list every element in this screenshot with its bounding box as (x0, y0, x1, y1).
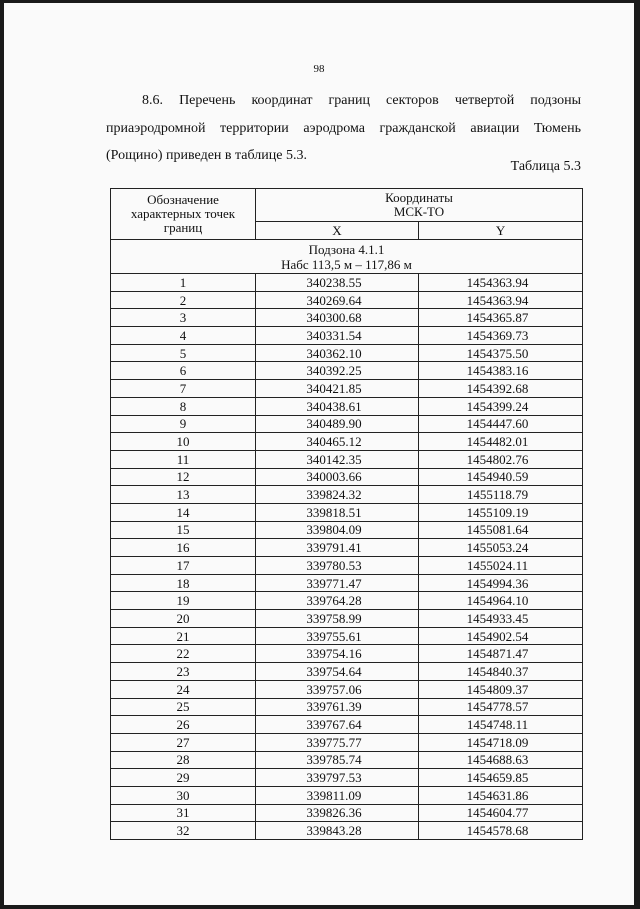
x-coordinate-cell: 339826.36 (256, 804, 419, 822)
point-number-cell: 29 (111, 769, 256, 787)
point-number-cell: 11 (111, 450, 256, 468)
x-coordinate-cell: 339843.28 (256, 822, 419, 840)
x-coordinate-cell: 339785.74 (256, 751, 419, 769)
table-row (111, 521, 583, 539)
coordinates-table (110, 188, 583, 840)
y-coordinate-cell: 1454718.09 (419, 733, 583, 751)
document-page (4, 3, 634, 905)
x-coordinate-cell: 339755.61 (256, 627, 419, 645)
y-coordinate-cell: 1454375.50 (419, 344, 583, 362)
table-row (111, 433, 583, 451)
x-coordinate-cell: 339811.09 (256, 786, 419, 804)
x-coordinate-cell: 339758.99 (256, 610, 419, 628)
point-number-cell: 7 (111, 380, 256, 398)
x-coordinate-cell: 340392.25 (256, 362, 419, 380)
point-number-cell: 27 (111, 733, 256, 751)
table-row (111, 397, 583, 415)
x-coordinate-cell: 339761.39 (256, 698, 419, 716)
y-coordinate-cell: 1454933.45 (419, 610, 583, 628)
y-coordinate-cell: 1454447.60 (419, 415, 583, 433)
point-number-cell: 22 (111, 645, 256, 663)
header-coordinates-title: Координаты (385, 190, 453, 205)
subzone-name: Подзона 4.1.1 (308, 241, 385, 257)
x-coordinate-cell: 340331.54 (256, 327, 419, 345)
y-coordinate-cell: 1454392.68 (419, 380, 583, 398)
table-row (111, 786, 583, 804)
y-coordinate-cell: 1454578.68 (419, 822, 583, 840)
y-coordinate-cell: 1454604.77 (419, 804, 583, 822)
header-point-label (111, 189, 256, 240)
intro-paragraph: 8.6. Перечень координат границ секторов четвертой подзоны приаэродромной территории аэродрома гражданской авиации Тюмень (Рощино) приведен в таблице 5.3. (106, 93, 581, 163)
x-coordinate-cell: 339791.41 (256, 539, 419, 557)
point-number-cell: 23 (111, 663, 256, 681)
table-row (111, 468, 583, 486)
point-number-cell: 26 (111, 716, 256, 734)
y-coordinate-cell: 1454964.10 (419, 592, 583, 610)
x-coordinate-cell: 340421.85 (256, 380, 419, 398)
y-coordinate-cell: 1455109.19 (419, 503, 583, 521)
table-row (111, 415, 583, 433)
x-coordinate-cell: 340465.12 (256, 433, 419, 451)
x-coordinate-cell: 340238.55 (256, 274, 419, 292)
table-caption: Таблица 5.3 (510, 159, 581, 174)
table-row (111, 663, 583, 681)
table-row (111, 486, 583, 504)
table-row (111, 327, 583, 345)
y-coordinate-cell: 1454748.11 (419, 716, 583, 734)
point-number-cell: 21 (111, 627, 256, 645)
y-coordinate-cell: 1454902.54 (419, 627, 583, 645)
table-row (111, 380, 583, 398)
table-row (111, 539, 583, 557)
y-coordinate-cell: 1455024.11 (419, 557, 583, 575)
x-coordinate-cell: 339824.32 (256, 486, 419, 504)
y-coordinate-cell: 1454778.57 (419, 698, 583, 716)
point-number-cell: 10 (111, 433, 256, 451)
x-coordinate-cell: 339754.64 (256, 663, 419, 681)
point-number-cell: 32 (111, 822, 256, 840)
y-coordinate-cell: 1454994.36 (419, 574, 583, 592)
point-number-cell: 18 (111, 574, 256, 592)
header-point-text: Обозначение характерных точек границ (130, 192, 236, 235)
header-x: X (256, 222, 419, 240)
table-row (111, 309, 583, 327)
x-coordinate-cell: 339767.64 (256, 716, 419, 734)
y-coordinate-cell: 1455053.24 (419, 539, 583, 557)
x-coordinate-cell: 340362.10 (256, 344, 419, 362)
y-coordinate-cell: 1454688.63 (419, 751, 583, 769)
point-number-cell: 31 (111, 804, 256, 822)
y-coordinate-cell: 1454940.59 (419, 468, 583, 486)
y-coordinate-cell: 1454802.76 (419, 450, 583, 468)
subzone-height: Набс 113,5 м – 117,86 м (281, 256, 412, 272)
y-coordinate-cell: 1454399.24 (419, 397, 583, 415)
point-number-cell: 12 (111, 468, 256, 486)
y-coordinate-cell: 1454365.87 (419, 309, 583, 327)
x-coordinate-cell: 339775.77 (256, 733, 419, 751)
point-number-cell: 6 (111, 362, 256, 380)
x-coordinate-cell: 339804.09 (256, 521, 419, 539)
x-coordinate-cell: 339771.47 (256, 574, 419, 592)
header-coordinate-system: МСК-ТО (393, 204, 445, 219)
table-row (111, 450, 583, 468)
table-row (111, 610, 583, 628)
y-coordinate-cell: 1454369.73 (419, 327, 583, 345)
y-coordinate-cell: 1454482.01 (419, 433, 583, 451)
y-coordinate-cell: 1454631.86 (419, 786, 583, 804)
table-row (111, 627, 583, 645)
x-coordinate-cell: 339818.51 (256, 503, 419, 521)
table-row (111, 751, 583, 769)
y-coordinate-cell: 1455118.79 (419, 486, 583, 504)
table-row (111, 291, 583, 309)
point-number-cell: 14 (111, 503, 256, 521)
point-number-cell: 24 (111, 680, 256, 698)
x-coordinate-cell: 339757.06 (256, 680, 419, 698)
x-coordinate-cell: 339780.53 (256, 557, 419, 575)
table-row (111, 769, 583, 787)
x-coordinate-cell: 340438.61 (256, 397, 419, 415)
point-number-cell: 16 (111, 539, 256, 557)
y-coordinate-cell: 1454840.37 (419, 663, 583, 681)
point-number-cell: 3 (111, 309, 256, 327)
x-coordinate-cell: 340003.66 (256, 468, 419, 486)
x-coordinate-cell: 339754.16 (256, 645, 419, 663)
table-row (111, 274, 583, 292)
point-number-cell: 28 (111, 751, 256, 769)
table-row (111, 716, 583, 734)
point-number-cell: 4 (111, 327, 256, 345)
table-row (111, 804, 583, 822)
point-number-cell: 15 (111, 521, 256, 539)
point-number-cell: 5 (111, 344, 256, 362)
point-number-cell: 30 (111, 786, 256, 804)
subzone-header (111, 240, 583, 274)
x-coordinate-cell: 340489.90 (256, 415, 419, 433)
header-y: Y (419, 222, 583, 240)
y-coordinate-cell: 1454809.37 (419, 680, 583, 698)
table-row (111, 557, 583, 575)
point-number-cell: 1 (111, 274, 256, 292)
point-number-cell: 8 (111, 397, 256, 415)
header-coordinates (256, 189, 583, 222)
table-row (111, 645, 583, 663)
point-number-cell: 17 (111, 557, 256, 575)
table-row (111, 362, 583, 380)
x-coordinate-cell: 340269.64 (256, 291, 419, 309)
table-row (111, 574, 583, 592)
point-number-cell: 19 (111, 592, 256, 610)
y-coordinate-cell: 1454383.16 (419, 362, 583, 380)
y-coordinate-cell: 1454363.94 (419, 274, 583, 292)
point-number-cell: 20 (111, 610, 256, 628)
table-row (111, 733, 583, 751)
page-number: 98 (313, 63, 325, 75)
table-row (111, 592, 583, 610)
x-coordinate-cell: 340142.35 (256, 450, 419, 468)
point-number-cell: 13 (111, 486, 256, 504)
y-coordinate-cell: 1455081.64 (419, 521, 583, 539)
y-coordinate-cell: 1454363.94 (419, 291, 583, 309)
table-row (111, 680, 583, 698)
x-coordinate-cell: 339764.28 (256, 592, 419, 610)
x-coordinate-cell: 339797.53 (256, 769, 419, 787)
x-coordinate-cell: 340300.68 (256, 309, 419, 327)
table-row (111, 344, 583, 362)
y-coordinate-cell: 1454871.47 (419, 645, 583, 663)
point-number-cell: 9 (111, 415, 256, 433)
point-number-cell: 2 (111, 291, 256, 309)
table-row (111, 822, 583, 840)
point-number-cell: 25 (111, 698, 256, 716)
table-row (111, 503, 583, 521)
table-row (111, 698, 583, 716)
y-coordinate-cell: 1454659.85 (419, 769, 583, 787)
